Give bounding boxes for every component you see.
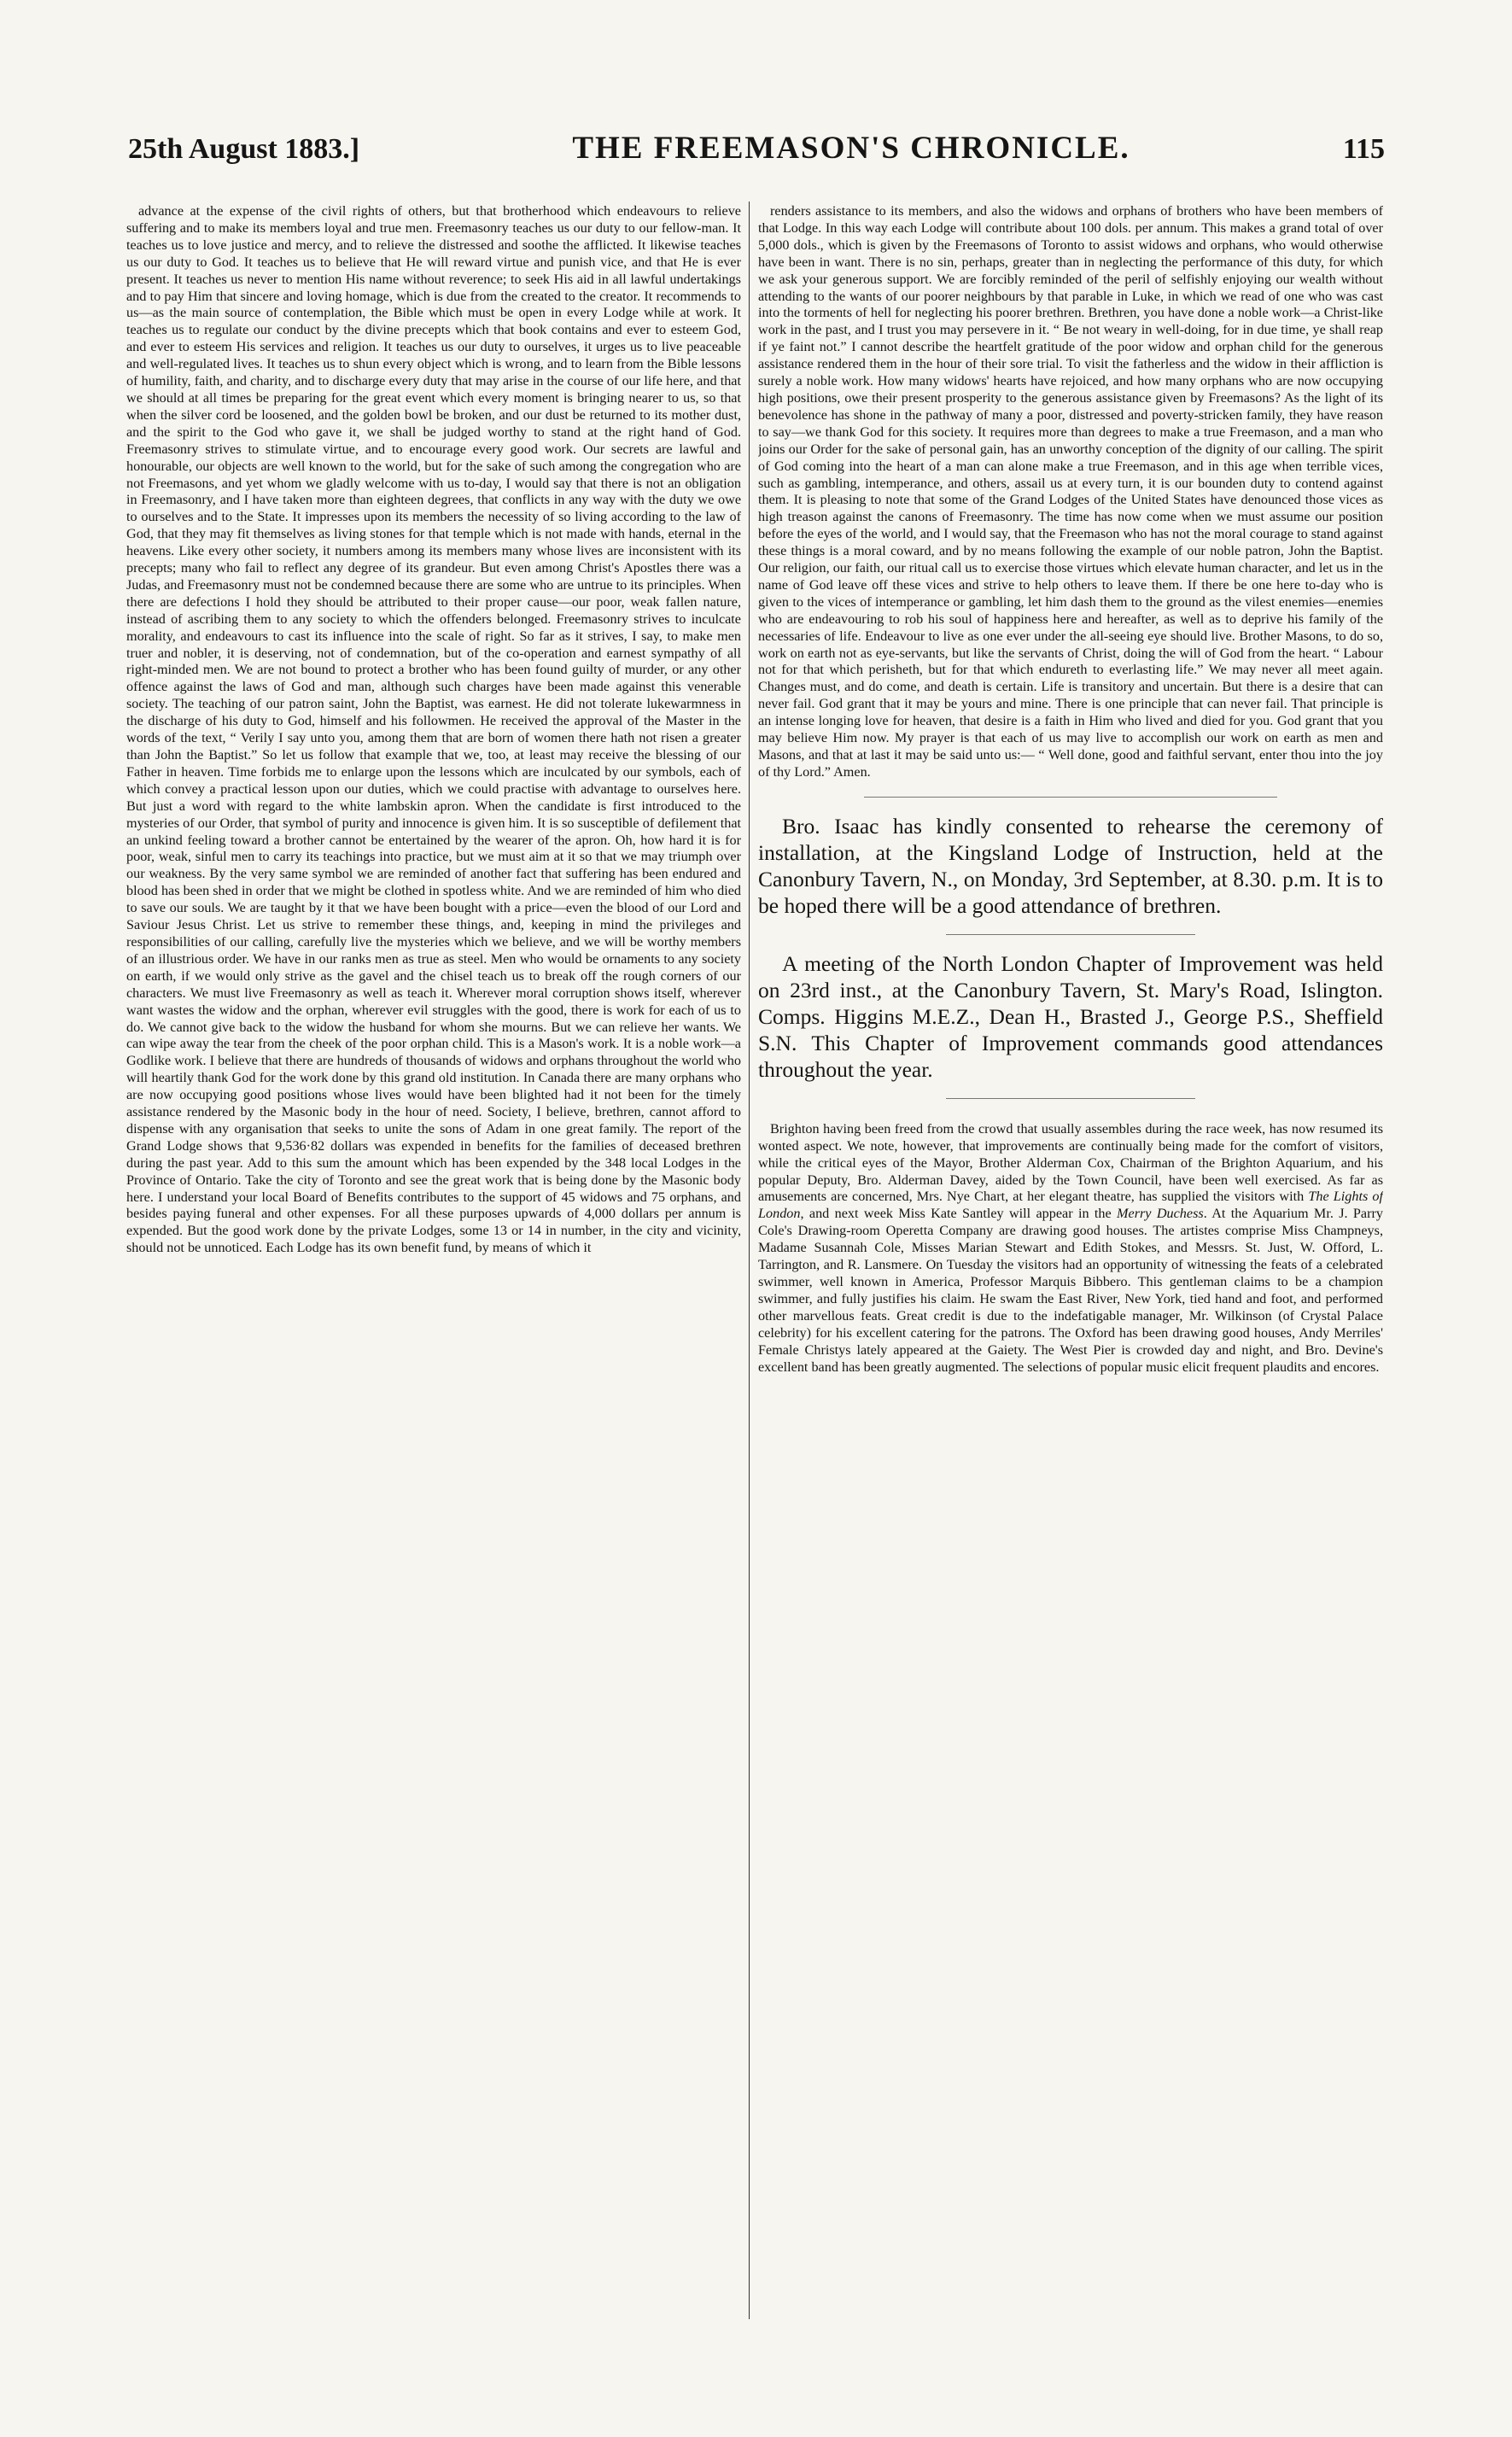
issue-date: 25th August 1883.] (128, 133, 360, 165)
page-number: 115 (1342, 133, 1385, 165)
address-conclusion: renders assistance to its members, and also the widows and orphans of brothers who have been members of that Lodge. In this way each Lodge will contribute about 100 dols. per annum. This makes a grand total of over 5,000 dols., which is given by the Freemasons of Toronto to assist widows and orphans, who would otherwise have been in want. There is no sin, perhaps, greater than in neglecting the performance of this duty, for which we ask your generous support. We are forcibly reminded of the peril of selfishly enjoying our wealth without attending to the wants of our poorer neighbours by that parable in Luke, in which we read of one who was cast into the torments of hell for neglecting his poorer brethren. Brethren, you have done a noble work—a Christ-like work in the past, and I trust you may persevere in it. “ Be not weary in well-doing, for in due time, ye shall reap if ye faint not.” I cannot describe the heartfelt gratitude of the poor widow and orphan child for the generous assistance rendered them in the hour of their sore trial. To visit the fatherless and the widow in their affliction is surely a noble work. How many widows' hearts have rejoiced, and how many orphans who are now occupying high positions, owe their present prosperity to the generous assistance given by Freemasons? As the light of its benevolence has shone in the pathway of many a poor, distressed and poverty-stricken family, they have reason to say—we thank God for this society. It requires more than degrees to make a true Freemason, and a man who joins our Order for the sake of personal gain, has an unworthy conception of the dignity of our calling. The spirit of God coming into the heart of a man can alone make a true Freemason, and in this age when terrible vices, such as gambling, intemperance, and others, assail us at every turn, it is our bounden duty to contend against them. It is pleasing to note that some of the Grand Lodges of the United States have denounced those vices as high treason against the canons of Freemasonry. The time has now come when we must assume our position before the eyes of the world, and I would say, that the Freemason who has not the moral courage to stand against these things is a moral coward, and by no means following the example of our noble patron, John the Baptist. Our religion, our faith, our ritual call us to exercise those virtues which elevate human character, and let us in the name of God leave off these vices and strive to help others to leave them. If there be one here to-day who is given to the vices of intemperance or gambling, let him dash them to the ground as the vilest enemies—enemies who are endeavouring to rob his soul of happiness here and hereafter, as well as to deprive his family of the necessaries of life. Endeavour to live as one ever under the all-seeing eye should live. Brother Masons, to do so, work on earth not as eye-servants, but like the servants of Christ, doing the will of God from the heart. “ Labour not for that which perisheth, but for that which endureth to everlasting life.” We may never all meet again. Changes must, and do come, and death is certain. Life is transitory and uncertain. But there is a desire that can never fail. God grant that it may be yours and mine. There is one principle that can never fail. That principle is an intense longing love for heaven, that desire is a faith in Him who lived and died for you. God grant that you may believe Him now. My prayer is that each of us may live to accomplish our work on earth as men and Masons, and that at last it may be said unto us:— “ Well done, good and faithful servant, enter thou into the joy of thy Lord.” Amen. (758, 203, 1383, 780)
left-column (126, 203, 741, 2321)
section-divider (946, 1098, 1196, 1099)
section-divider (946, 934, 1196, 935)
right-column (758, 203, 1383, 2321)
brighton-text-3: . At the Aquarium Mr. J. Parry Cole's Drawing-room Operetta Company are drawing good houses. The artistes comprise Miss Champneys, Madame Susannah Cole, Misses Marian Stewart and Edith Stokes, and Messrs. St. Just, W. Offord, L. Tarrington, and R. Lansmere. On Tuesday the visitors had an opportunity of witnessing the feats of a celebrated swimmer, well known in America, Professor Marquis Bibbero. This gentleman claims to be a champion swimmer, and fully justifies his claim. He swam the East River, New York, tied hand and foot, and performed other marvellous feats. Great credit is due to the indefatigable manager, Mr. Wilkinson (of Crystal Palace celebrity) for his excellent catering for the patrons. The Oxford has been drawing good houses, Andy Merriles' Female Christys lately appeared at the Gaiety. The West Pier is crowded day and night, and Bro. Devine's excellent band has been greatly augmented. The selections of popular music elicit frequent plaudits and encores. (758, 1206, 1383, 1375)
play-title-merry-duchess: Merry Duchess (1117, 1206, 1204, 1222)
column-divider (749, 202, 750, 2319)
brighton-text-1: Brighton having been freed from the crowd that usually assembles during the race week, has now resumed its wonted aspect. We note, however, that improvements are continually being made for the comfort of visitors, while the critical eyes of the Mayor, Brother Alderman Cox, Chairman of the Brighton Aquarium, and his popular Deputy, Bro. Alderman Davey, aided by the Town Council, have been well exercised. As far as amusements are concerned, Mrs. Nye Chart, at her elegant theatre, has supplied the visitors with (758, 1120, 1383, 1205)
play-title-lights-of-london: The Lights of London (758, 1189, 1383, 1222)
north-london-chapter-notice: A meeting of the North London Chapter of Improvement was held on 23rd inst., at the Canonbury Tavern, St. Mary's Road, Islington. Comps. Higgins M.E.Z., Dean H., Brasted J., George P.S., Sheffield S.N. This Chapter of Improvement commands good attendances throughout the year. (758, 950, 1383, 1082)
kingsland-lodge-notice: Bro. Isaac has kindly consented to rehearse the ceremony of installation, at the Kingsland Lodge of Instruction, held at the Canonbury Tavern, N., on Monday, 3rd September, at 8.30. p.m. It is to be hoped there will be a good attendance of brethren. (758, 813, 1383, 918)
brighton-paragraph (758, 1121, 1383, 1376)
page-header (128, 130, 1385, 178)
section-divider (864, 797, 1276, 798)
brighton-text-2: , and next week Miss Kate Santley will appear in the (800, 1206, 1118, 1222)
address-continuation: advance at the expense of the civil rights of others, but that brotherhood which endeavours to relieve suffering and to make its members loyal and true men. Freemasonry teaches us our duty to our fellow-man. It teaches us to love justice and mercy, and to relieve the distressed and soothe the afflicted. It likewise teaches us our duty to God. It teaches us to believe that He will reward virtue and punish vice, and that He is ever present. It teaches us never to mention His name without reverence; to seek His aid in all lawful undertakings and to pay Him that sincere and loving homage, which is due from the created to the creator. It recommends to us—as the main source of contemplation, the Bible which must be open in every Lodge while at work. It teaches us to regulate our conduct by the divine precepts which that book contains and ever to esteem God, and ever to esteem His services and religion. It teaches us our duty to ourselves, it urges us to live peaceable and well-regulated lives. It teaches us to shun every object which is wrong, and to learn from the Bible lessons of humility, faith, and charity, and to discharge every duty that may arise in the course of our life here, and that we should at all times be preparing for the great event which every moment is bringing nearer to us, so that when the silver cord be loosened, and the golden bowl be broken, and our dust be returned to its mother dust, and the spirit to the God who gave it, we shall be judged worthy to stand at the right hand of God. Freemasonry strives to stimulate virtue, and to encourage every good work. Our secrets are lawful and honourable, our objects are well known to the world, but for the sake of such among the congregation who are not Freemasons, and yet whom we gladly welcome with us to-day, I would say that there is not an obligation in Freemasonry, and I have taken more than eighteen degrees, that conflicts in any way with the duty we owe to ourselves and to the State. It impresses upon its members the necessity of so living according to the law of God, that they may fit themselves as living stones for that temple which is not made with hands, eternal in the heavens. Like every other society, it numbers among its members many whose lives are inconsistent with its precepts; many who fail to reflect any degree of its grandeur. But even among Christ's Apostles there was a Judas, and Freemasonry must not be condemned because there are some who are untrue to its principles. When there are defections I hold they should be attributed to their proper cause—our poor, weak fallen nature, instead of ascribing them to any society to which the offenders belonged. Freemasonry strives to inculcate morality, and endeavours to cast its influence into the scale of right. So far as it strives, I say, to make men truer and nobler, it is deserving, not of condemnation, but of the co-operation and earnest sympathy of all right-minded men. We are not bound to protect a brother who has been found guilty of murder, or any other offence against the laws of God and man, although such charges have been made against this venerable society. The teaching of our patron saint, John the Baptist, was earnest. He did not tolerate lukewarmness in the discharge of his duty to God, himself and his followmen. He received the approval of the Master in the words of the text, “ Verily I say unto you, among them that are born of women there hath not risen a greater than John the Baptist.” So let us follow that example that we, too, at least may receive the blessing of our Father in heaven. Time forbids me to enlarge upon the lessons which are inculcated by our symbols, each of which convey a practical lesson upon our duties, which we could practise with advantage to ourselves here. But just a word with regard to the white lambskin apron. When the candidate is first introduced to the mysteries of our Order, that symbol of purity and innocence is given him. It is so susceptible of defilement that an unkind feeling toward a brother cannot be entertained by the wearer of the apron. Oh, how hard it is for poor, weak, sinful men to carry its teachings into practice, but we must aim at it so that we may triumph over our weakness. By the very same symbol we are reminded of another fact that suffering has been endured and blood has been shed in order that we might be clothed in spotless white. And we are reminded of him who died to save our souls. We are taught by it that we have been bought with a price—even the blood of our Lord and Saviour Jesus Christ. Let us strive to remember these things, and, keeping in mind the privileges and responsibilities of our calling, carefully live the mysteries which we believe, and we will be worthy members of an illustrious order. We have in our ranks men as true as steel. Men who would be ornaments to any society on earth, if we would only strive as the gavel and the chisel teach us to break off the rough corners of our characters. We must live Freemasonry as well as teach it. Wherever moral corruption shows itself, wherever want wastes the widow and the orphan, wherever evil struggles with the good, there is work for each of us to do. We cannot give back to the widow the husband for whom she mourns. But we can relieve her wants. We can wipe away the tear from the cheek of the poor orphan child. This is a Mason's work. It is a noble work—a Godlike work. I believe that there are hundreds of thousands of widows and orphans throughout the world who will heartily thank God for the work done by this grand old institution. In Canada there are many orphans who are now occupying good positions whose lives would have been blighted had it not been for the timely assistance rendered by the Masonic body in the hour of need. Society, I believe, brethren, cannot afford to dispense with any organisation that seeks to unite the sons of Adam in one great family. The report of the Grand Lodge shows that 9,536·82 dollars was expended in benefits for the families of deceased brethren during the past year. Add to this sum the amount which has been expended by the 348 local Lodges in the Province of Ontario. Take the city of Toronto and see the great work that is being done by the Masonic body here. I understand your local Board of Benefits contributes to the support of 45 widows and 75 orphans, and besides paying funeral and other expenses. For all these purposes upwards of 4,000 dollars per annum is expended. But the good work done by the private Lodges, some 13 or 14 in number, in the city and vicinity, should not be unnoticed. Each Lodge has its own benefit fund, by means of which it (126, 203, 741, 1256)
publication-title: THE FREEMASON'S CHRONICLE. (572, 131, 1130, 166)
